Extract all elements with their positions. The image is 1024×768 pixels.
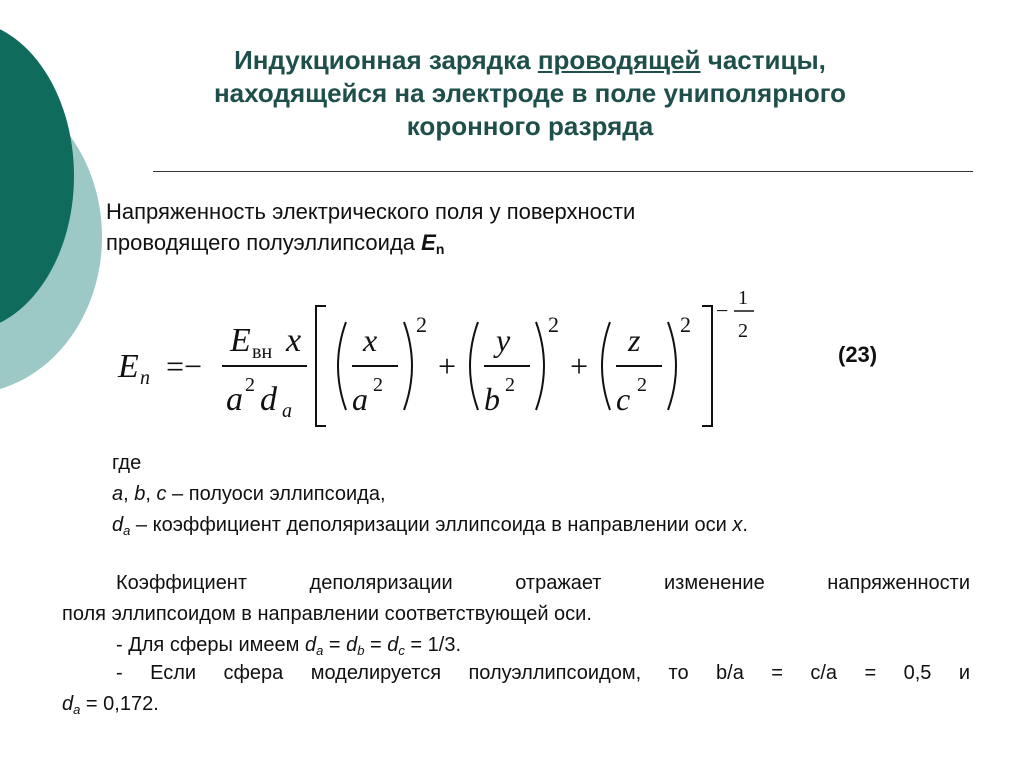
definition-depolarization: $d_a$ – коэффициент деполяризации эллипсоида в направлении оси x. (112, 514, 748, 538)
eq-term1-power: 2 (416, 312, 427, 337)
equation-23 (100, 280, 780, 440)
eq-exp-num: 1 (738, 287, 748, 309)
eq-den-d-sub: a (282, 400, 292, 422)
eq-lhs-symbol: E (118, 348, 139, 385)
eq-term2-rparen (536, 322, 544, 410)
eq-num-symbol: E (230, 322, 251, 359)
eq-term2-den: b (484, 381, 500, 417)
title-line-3: коронного разряда (406, 111, 654, 141)
intro-line-1: Напряженность электрического поля у поверхности (106, 199, 636, 224)
eq-term3-power: 2 (680, 312, 691, 337)
intro-line-2: проводящего полуэллипсоида $E_n$ (106, 230, 445, 257)
eq-num-sub: вн (252, 341, 273, 363)
eq-term3-lparen (602, 322, 610, 410)
eq-exp-sign: − (716, 298, 729, 323)
eq-term1-rparen (404, 322, 412, 410)
eq-den-d: d (260, 381, 277, 418)
title-line-2: находящейся на электроде в поле униполярного (213, 78, 847, 108)
title-underlined-word: проводящей (537, 45, 701, 75)
eq-den-a: a (226, 381, 243, 418)
eq-term1-num: x (363, 322, 378, 358)
eq-plus-1: + (438, 348, 457, 384)
title-divider (153, 171, 973, 172)
definition-axes: a, b, c – полуоси эллипсоида, (112, 483, 386, 505)
title-line-1: Индукционная зарядка проводящей частицы, (234, 45, 826, 75)
eq-term3-den: c (616, 381, 631, 417)
where-label: где (112, 452, 142, 474)
paragraph-depolarization: Коэффициент деполяризации отражает изменение напряженности поля эллипсоидом в направлении соответствующей оси. - Для сферы имеем $d_a = d_b = d_c = 1/3$. (62, 572, 970, 658)
eq-plus-2: + (570, 348, 589, 384)
eq-term3-num: z (628, 322, 641, 358)
eq-term3-rparen (668, 322, 676, 410)
eq-term2-lparen (470, 322, 478, 410)
eq-term2-power: 2 (548, 312, 559, 337)
slide-title (100, 44, 960, 143)
intro-symbol-sub: n (435, 241, 445, 257)
paragraph-sphere: - Для сферы имеем $d_a = d_b = d_c = 1/3$. (116, 634, 462, 658)
eq-term2-den-power: 2 (505, 374, 515, 396)
eq-term3-den-power: 2 (637, 374, 647, 396)
eq-term2-num: y (496, 322, 511, 358)
eq-term1-lparen (338, 322, 346, 410)
intro-symbol: E (421, 230, 436, 255)
equation-number: (23) (838, 342, 878, 367)
eq-term1-den: a (352, 381, 368, 417)
eq-den-a-power: 2 (245, 374, 255, 396)
eq-equals-minus: =− (166, 348, 203, 384)
eq-term1-den-power: 2 (373, 374, 383, 396)
eq-right-bracket (702, 306, 712, 426)
definitions (112, 448, 748, 546)
eq-left-bracket (316, 306, 326, 426)
intro-text (106, 196, 635, 265)
eq-lhs-sub: n (140, 367, 150, 389)
eq-num-var: x (286, 322, 302, 359)
paragraph-half-ellipsoid: - Если сфера моделируется полуэллипсоидом, то b/a = c/a = 0,5 и $d_a = 0,172$. (62, 662, 970, 717)
eq-exp-den: 2 (738, 320, 748, 342)
